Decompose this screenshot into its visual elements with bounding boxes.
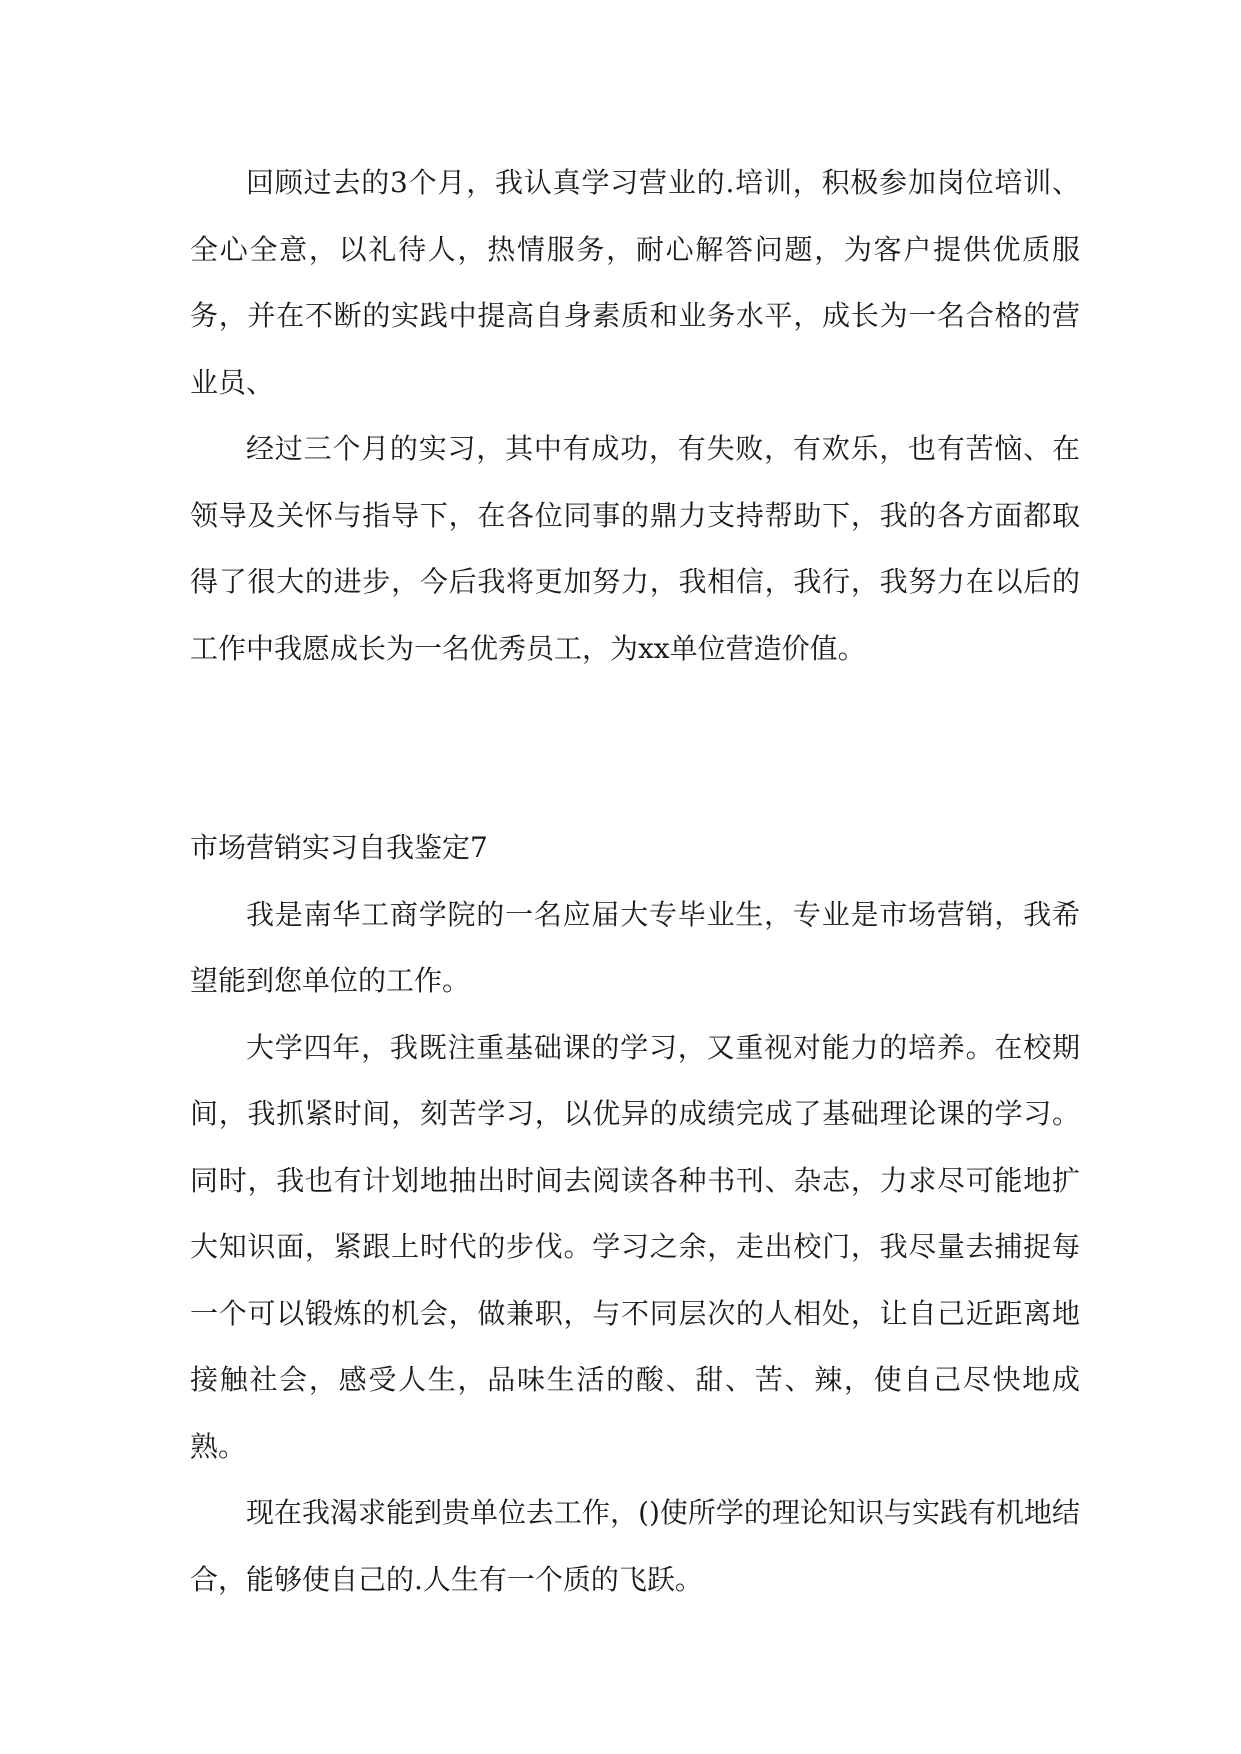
section-title: 市场营销实习自我鉴定7: [190, 831, 488, 864]
paragraph-internship-summary: 经过三个月的实习，其中有成功，有失败，有欢乐，也有苦恼、在领导及关怀与指导下，在各位同事的鼎力支持帮助下，我的各方面都取得了很大的进步，今后我将更加努力，我相信，我行，我努力在以后的工作中我愿成长为一名优秀员工，为xx单位营造价值。: [190, 432, 1080, 665]
paragraph-introduction: 我是南华工商学院的一名应届大专毕业生，专业是市场营销，我希望能到您单位的工作。: [190, 897, 1080, 997]
paragraph-university-study: 大学四年，我既注重基础课的学习，又重视对能力的培养。在校期间，我抓紧时间，刻苦学习，以优异的成绩完成了基础理论课的学习。同时，我也有计划地抽出时间去阅读各种书刊、杂志，力求尽可能地扩大知识面，紧跟上时代的步伐。学习之余，走出校门，我尽量去捕捉每一个可以锻炼的机会，做兼职，与不同层次的人相处，让自己近距离地接触社会，感受人生，品味生活的酸、甜、苦、辣，使自己尽快地成熟。: [190, 1030, 1080, 1463]
paragraph-review: 回顾过去的3个月，我认真学习营业的.培训，积极参加岗位培训、全心全意，以礼待人，热情服务，耐心解答问题，为客户提供优质服务，并在不断的实践中提高自身素质和业务水平，成长为一名合格的营业员、: [190, 166, 1080, 399]
document-body: [190, 150, 1080, 1613]
paragraph-aspiration: 现在我渴求能到贵单位去工作，()使所学的理论知识与实践有机地结合，能够使自己的.人生有一个质的飞跃。: [190, 1496, 1080, 1596]
